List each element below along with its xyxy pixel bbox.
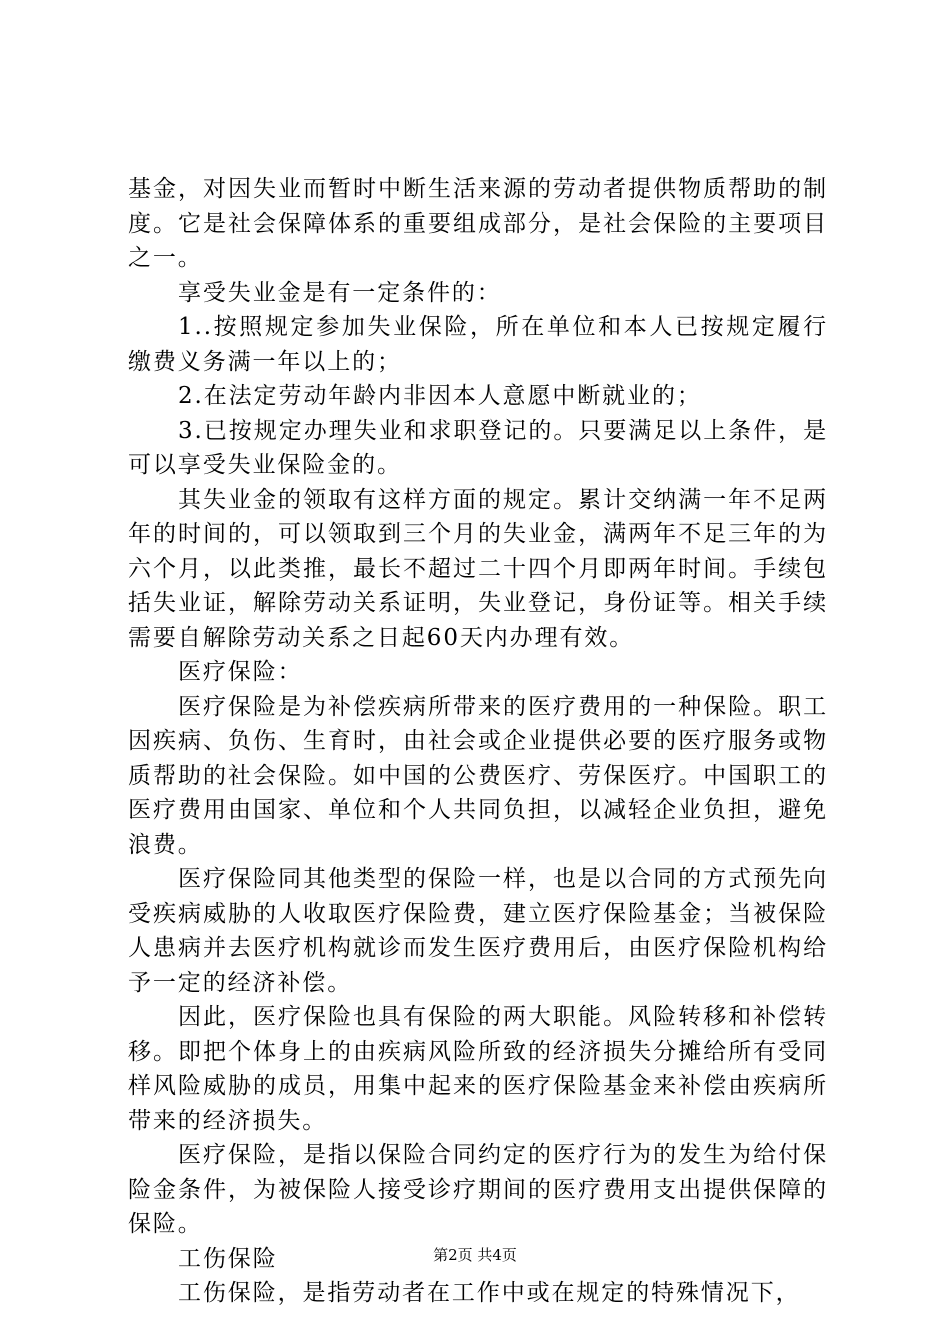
- section-heading: 医疗保险：: [178, 659, 303, 685]
- paragraph: 工伤保险，是指劳动者在工作中或在规定的特殊情况下，: [178, 1280, 801, 1306]
- page-footer: [0, 1245, 950, 1265]
- paragraph: 基金，对因失业而暂时中断生活来源的劳动者提供物质帮助的制度。它是社会保障体系的重要组成部分，是社会保险的主要项目之一。: [128, 176, 828, 271]
- list-item: 3.已按规定办理失业和求职登记的。只要满足以上条件，是可以享受失业保险金的。: [128, 417, 828, 478]
- page-number: 第2页 共4页: [433, 1246, 517, 1264]
- paragraph: 医疗保险，是指以保险合同约定的医疗行为的发生为给付保险金条件，为被保险人接受诊疗期间的医疗费用支出提供保障的保险。: [128, 1142, 828, 1237]
- section-heading: 工伤保险: [178, 1245, 278, 1272]
- paragraph: 其失业金的领取有这样方面的规定。累计交纳满一年不足两年的时间的，可以领取到三个月的失业金，满两年不足三年的为六个月，以此类推，最长不超过二十四个月即两年时间。手续包括失业证，解除劳动关系证明，失业登记，身份证等。相关手续需要自解除劳动关系之日起60天内办理有效。: [128, 486, 828, 651]
- list-item: 2.在法定劳动年龄内非因本人意愿中断就业的；: [178, 383, 702, 409]
- document-body: [128, 172, 828, 1311]
- paragraph: 医疗保险同其他类型的保险一样，也是以合同的方式预先向受疾病威胁的人收取医疗保险费，建立医疗保险基金；当被保险人患病并去医疗机构就诊而发生医疗费用后，由医疗保险机构给予一定的经济补偿。: [128, 866, 828, 996]
- paragraph: 享受失业金是有一定条件的：: [178, 279, 502, 306]
- list-item: 1..按照规定参加失业保险，所在单位和本人已按规定履行缴费义务满一年以上的；: [128, 314, 828, 375]
- paragraph: 因此，医疗保险也具有保险的两大职能。风险转移和补偿转移。即把个体身上的由疾病风险所致的经济损失分摊给所有受同样风险威胁的成员，用集中起来的医疗保险基金来补偿由疾病所带来的经济损失。: [128, 1004, 828, 1134]
- paragraph: 医疗保险是为补偿疾病所带来的医疗费用的一种保险。职工因疾病、负伤、生育时，由社会或企业提供必要的医疗服务或物质帮助的社会保险。如中国的公费医疗、劳保医疗。中国职工的医疗费用由国家、单位和个人共同负担，以减轻企业负担，避免浪费。: [128, 693, 828, 858]
